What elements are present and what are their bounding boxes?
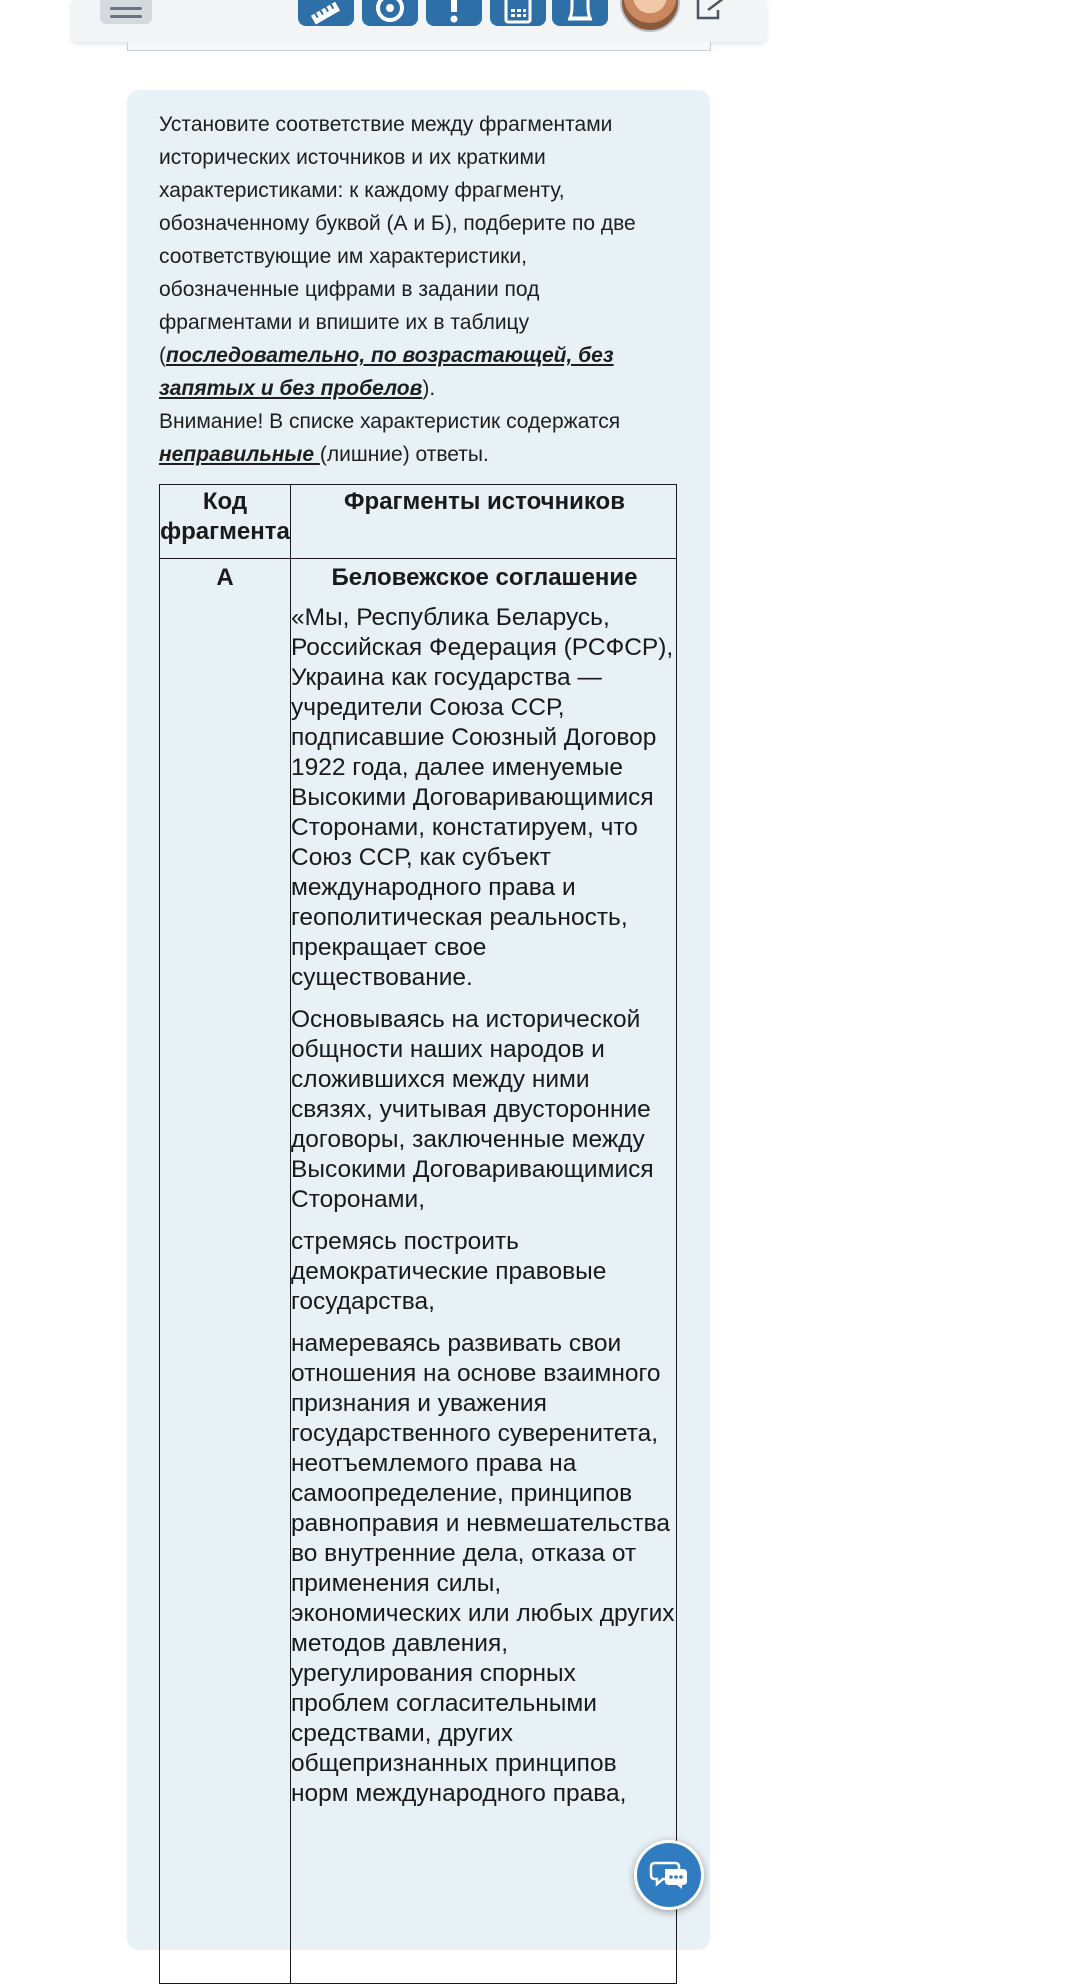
chat-button[interactable] — [634, 1840, 704, 1910]
help-button[interactable] — [426, 0, 482, 26]
wrong-word: неправильные — [159, 443, 320, 466]
instruction-line: Установите соответствие между фрагментами — [159, 113, 613, 136]
instruction-line: исторических источников и их краткими — [159, 146, 546, 169]
fragment-paragraph: «Мы, Республика Беларусь, Российская Федерация (РСФСР), Украина как государства — учредители Союза ССР, подписавшие Союзный Договор 1922 года, далее именуемые Высокими Договаривающимися Сторонами, констатируем, что Союз ССР, как субъект международного права и геополитическая реальность, прекращает свое существование. — [291, 604, 674, 991]
fragment-text — [291, 603, 675, 1821]
instruction-line: обозначенному буквой (А и Б), подберите по две — [159, 212, 636, 235]
paren-open: ( — [159, 344, 166, 367]
emphasis-text: запятых и без пробелов — [159, 377, 423, 400]
instruction-line: обозначенные цифрами в задании под — [159, 278, 540, 301]
calculator-button[interactable] — [490, 0, 546, 26]
instruction-line: соответствующие им характеристики, — [159, 245, 527, 268]
calculator-icon — [498, 0, 538, 26]
menu-icon-bar — [110, 15, 142, 18]
extra-answers: (лишние) ответы. — [319, 443, 489, 466]
header-code-line: фрагмента — [160, 518, 290, 545]
emphasis-text: последовательно, по возрастающей, без — [166, 344, 614, 367]
settings-icon — [370, 0, 410, 26]
chat-icon — [649, 1857, 689, 1893]
settings-button[interactable] — [362, 0, 418, 26]
toolbar-underline — [127, 42, 711, 51]
header-fragments: Фрагменты источников — [344, 488, 625, 515]
help-icon — [434, 0, 474, 26]
header-code — [160, 487, 290, 547]
attention-line: Внимание! В списке характеристик содержатся — [159, 410, 621, 433]
header-code-line: Код — [202, 488, 248, 515]
bell-icon — [560, 0, 600, 26]
fragment-paragraph: стремясь построить демократические правовые государства, — [291, 1228, 607, 1315]
instruction-line: характеристиками: к каждому фрагменту, — [159, 179, 565, 202]
notifications-button[interactable] — [552, 0, 608, 26]
fragment-title: Беловежское соглашение — [331, 564, 638, 591]
logout-button[interactable] — [694, 0, 730, 22]
task-instructions — [159, 108, 679, 471]
menu-icon-bar — [110, 7, 142, 10]
paren-close: ). — [422, 377, 436, 400]
fragments-table — [159, 484, 677, 1984]
fragment-paragraph: намереваясь развивать свои отношения на основе взаимного признания и уважения государственного суверенитета, неотъемлемого права на самоопределение, принципов равноправия и невмешательства во внутренние дела, отказа от применения силы, экономических или любых других методов давления, урегулирования спорных проблем согласительными средствами, других общепризнанных принципов норм международного права, — [291, 1330, 675, 1807]
ruler-icon — [306, 0, 346, 26]
fragment-code: А — [216, 564, 234, 591]
header-divider — [160, 558, 676, 559]
instruction-line — [159, 372, 679, 405]
ruler-button[interactable] — [298, 0, 354, 26]
logout-icon — [694, 0, 730, 22]
instruction-line: фрагментами и впишите их в таблицу — [159, 311, 530, 334]
instruction-line — [159, 339, 679, 372]
fragment-paragraph: Основываясь на исторической общности наших народов и сложившихся между ними связях, учитывая двусторонние договоры, заключенные между Высокими Договаривающимися Сторонами, — [291, 1006, 654, 1213]
wrong-answers-line — [159, 438, 679, 471]
menu-button[interactable] — [100, 0, 152, 24]
